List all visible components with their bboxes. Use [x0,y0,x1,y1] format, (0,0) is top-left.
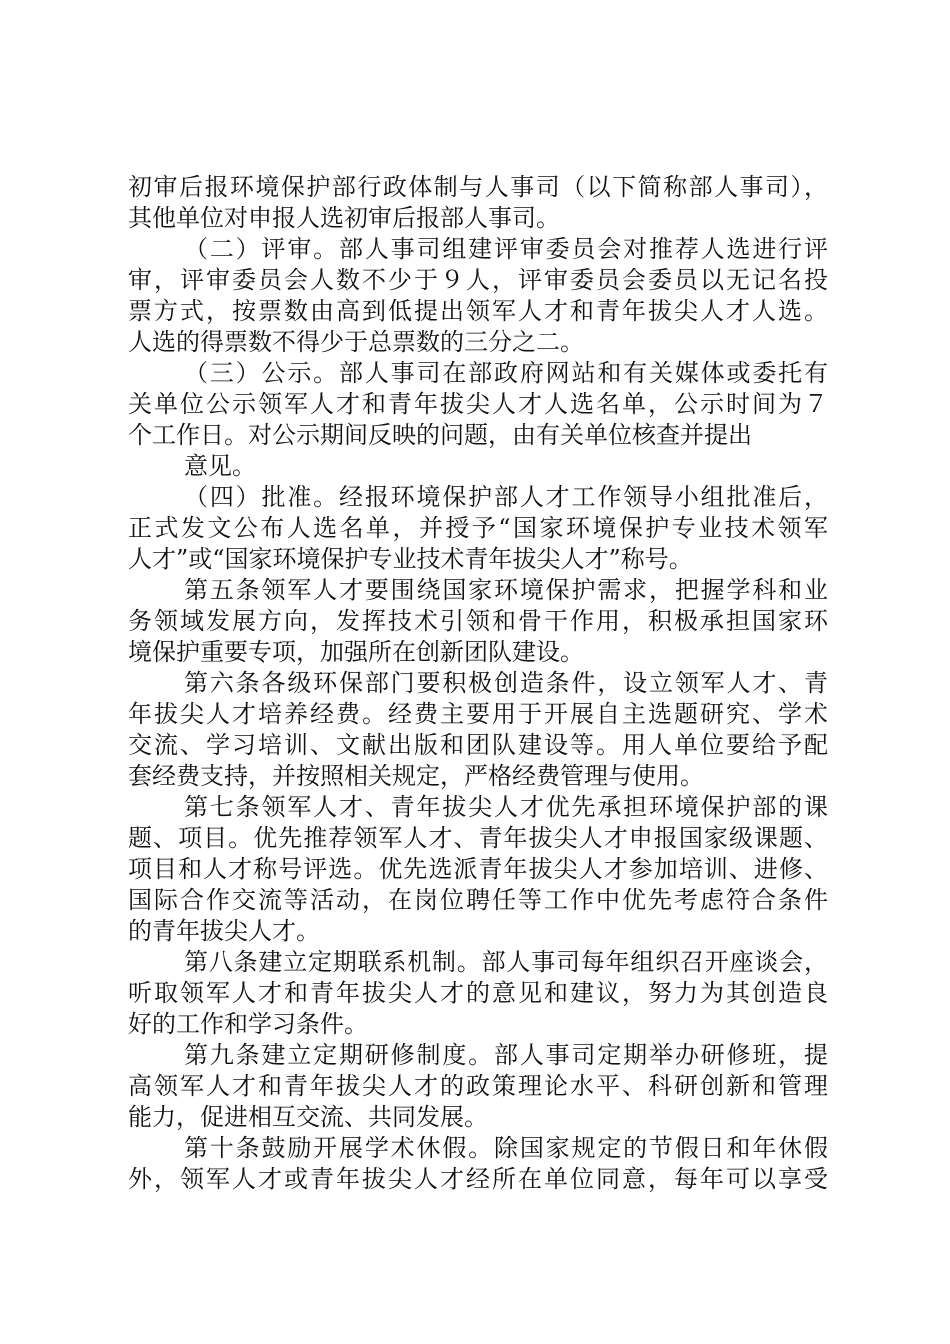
text-line: 务领域发展方向，发挥技术引领和骨干作用，积极承担国家环 [128,607,828,635]
text-line: 审，评审委员会人数不少于９人，评审委员会委员以无记名投 [128,266,828,294]
text-line: 题、项目。优先推荐领军人才、青年拔尖人才申报国家级课题、 [128,824,828,852]
text-line: 人才”或“国家环境保护专业技术青年拔尖人才”称号。 [128,545,693,573]
text-line: 第五条领军人才要围绕国家环境保护需求，把握学科和业 [184,576,828,604]
text-line: 好的工作和学习条件。 [128,1010,368,1038]
text-line: 年拔尖人才培养经费。经费主要用于开展自主选题研究、学术 [128,700,828,728]
text-line: 关单位公示领军人才和青年拔尖人才人选名单，公示时间为７ [128,390,828,418]
text-line: 其他单位对申报人选初审后报部人事司。 [128,204,560,232]
text-line: （二）评审。部人事司组建评审委员会对推荐人选进行评 [184,235,828,263]
text-line: 正式发文公布人选名单，并授予“国家环境保护专业技术领军 [128,514,828,542]
text-line: 项目和人才称号评选。优先选派青年拔尖人才参加培训、进修、 [128,855,828,883]
text-line: 个工作日。对公示期间反映的问题，由有关单位核查并提出 [128,421,752,449]
text-line: 意见。 [184,452,256,480]
text-line: 第十条鼓励开展学术休假。除国家规定的节假日和年休假 [184,1134,828,1162]
text-line: （四）批准。经报环境保护部人才工作领导小组批准后， [184,483,828,511]
text-line: 人选的得票数不得少于总票数的三分之二。 [128,328,584,356]
text-line: 票方式，按票数由高到低提出领军人才和青年拔尖人才人选。 [128,297,828,325]
text-line: 第八条建立定期联系机制。部人事司每年组织召开座谈会， [184,948,828,976]
document-body [128,172,828,1195]
text-line: 听取领军人才和青年拔尖人才的意见和建议，努力为其创造良 [128,979,828,1007]
text-line: 第九条建立定期研修制度。部人事司定期举办研修班，提 [184,1041,828,1069]
text-line: 交流、学习培训、文献出版和团队建设等。用人单位要给予配 [128,731,828,759]
text-line: 能力，促进相互交流、共同发展。 [128,1103,488,1131]
text-line: 初审后报环境保护部行政体制与人事司（以下简称部人事司）， [128,173,828,201]
text-line: 的青年拔尖人才。 [128,917,320,945]
text-line: 境保护重要专项，加强所在创新团队建设。 [128,638,584,666]
text-line: 第七条领军人才、青年拔尖人才优先承担环境保护部的课 [184,793,828,821]
text-line: （三）公示。部人事司在部政府网站和有关媒体或委托有 [184,359,828,387]
text-line: 套经费支持，并按照相关规定，严格经费管理与使用。 [128,762,704,790]
text-line: 国际合作交流等活动，在岗位聘任等工作中优先考虑符合条件 [128,886,828,914]
text-line: 外，领军人才或青年拔尖人才经所在单位同意，每年可以享受 [128,1165,828,1193]
text-line: 高领军人才和青年拔尖人才的政策理论水平、科研创新和管理 [128,1072,828,1100]
text-line: 第六条各级环保部门要积极创造条件，设立领军人才、青 [184,669,828,697]
